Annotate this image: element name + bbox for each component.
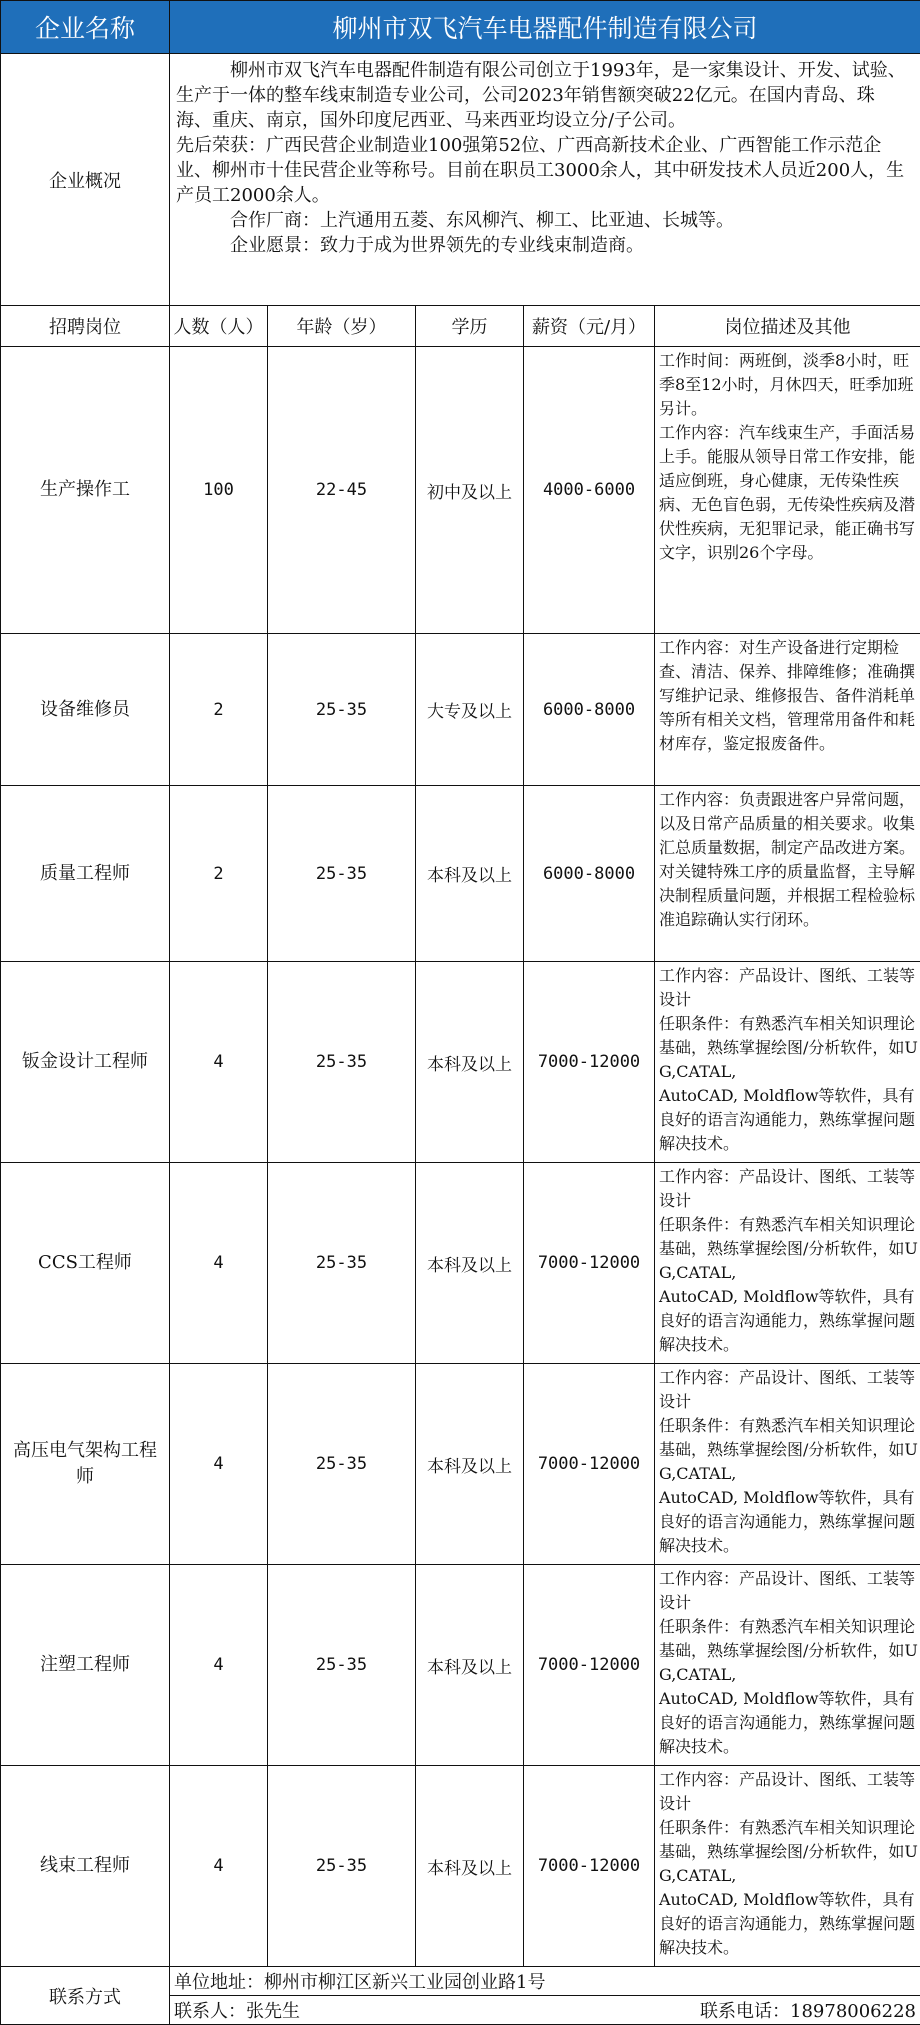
- job-title: 注塑工程师: [1, 1565, 170, 1766]
- overview-partners: 合作厂商：上汽通用五菱、东风柳汽、柳工、比亚迪、长城等。: [176, 208, 910, 233]
- job-age: 25-35: [268, 962, 416, 1163]
- company-name: 柳州市双飞汽车电器配件制造有限公司: [170, 1, 920, 54]
- job-description: 工作内容：产品设计、图纸、工装等设计 任职条件：有熟悉汽车相关知识理论基础，熟练掌握绘图/分析软件，如UG,CATAL, AutoCAD, Moldflow等软件，具有良好的语言沟通能力，熟练掌握问题解决技术。: [655, 1364, 920, 1565]
- job-count: 2: [170, 786, 268, 962]
- job-education: 大专及以上: [416, 634, 524, 786]
- job-salary: 7000-12000: [524, 1364, 655, 1565]
- contact-split: [174, 1997, 916, 2023]
- job-description: 工作内容：产品设计、图纸、工装等设计 任职条件：有熟悉汽车相关知识理论基础，熟练掌握绘图/分析软件，如UG,CATAL, AutoCAD, Moldflow等软件，具有良好的语言沟通能力，熟练掌握问题解决技术。: [655, 962, 920, 1163]
- job-education: 本科及以上: [416, 1766, 524, 1967]
- col-salary: 薪资（元/月）: [524, 306, 655, 347]
- job-row: [1, 786, 920, 962]
- job-education: 初中及以上: [416, 347, 524, 634]
- job-row: [1, 1565, 920, 1766]
- job-age: 22-45: [268, 347, 416, 634]
- job-description: 工作内容：产品设计、图纸、工装等设计 任职条件：有熟悉汽车相关知识理论基础，熟练掌握绘图/分析软件，如UG,CATAL, AutoCAD, Moldflow等软件，具有良好的语言沟通能力，熟练掌握问题解决技术。: [655, 1565, 920, 1766]
- job-count: 100: [170, 347, 268, 634]
- job-salary: 7000-12000: [524, 1766, 655, 1967]
- job-count: 4: [170, 1565, 268, 1766]
- job-age: 25-35: [268, 1565, 416, 1766]
- job-description: 工作内容：产品设计、图纸、工装等设计 任职条件：有熟悉汽车相关知识理论基础，熟练掌握绘图/分析软件，如UG,CATAL, AutoCAD, Moldflow等软件，具有良好的语言沟通能力，熟练掌握问题解决技术。: [655, 1163, 920, 1364]
- job-salary: 7000-12000: [524, 962, 655, 1163]
- job-description: 工作内容：对生产设备进行定期检查、清洁、保养、排障维修；准确撰写维护记录、维修报告、备件消耗单等所有相关文档，管理常用备件和耗材库存，鉴定报废备件。: [655, 634, 920, 786]
- job-count: 4: [170, 1766, 268, 1967]
- job-title: CCS工程师: [1, 1163, 170, 1364]
- col-count: 人数（人）: [170, 306, 268, 347]
- overview-text: [170, 54, 920, 306]
- column-header-row: [1, 306, 920, 347]
- company-name-label: 企业名称: [1, 1, 170, 54]
- job-row: [1, 1364, 920, 1565]
- job-count: 2: [170, 634, 268, 786]
- job-count: 4: [170, 1163, 268, 1364]
- overview-row: [1, 54, 920, 306]
- job-age: 25-35: [268, 1364, 416, 1565]
- contact-person-phone: [170, 1996, 920, 2025]
- job-title: 线束工程师: [1, 1766, 170, 1967]
- overview-intro: 柳州市双飞汽车电器配件制造有限公司创立于1993年，是一家集设计、开发、试验、生产于一体的整车线束制造专业公司，公司2023年销售额突破22亿元。在国内青岛、珠海、重庆、南京，国外印度尼西亚、马来西亚均设立分/子公司。: [176, 58, 910, 133]
- job-title: 钣金设计工程师: [1, 962, 170, 1163]
- job-description: 工作时间：两班倒，淡季8小时，旺季8至12小时，月休四天，旺季加班另计。 工作内容：汽车线束生产，手面活易上手。能服从领导日常工作安排，能适应倒班，身心健康，无传染性疾病、无色盲色弱，无传染性疾病及潜伏性疾病，无犯罪记录，能正确书写文字，识别26个字母。: [655, 347, 920, 634]
- job-salary: 4000-6000: [524, 347, 655, 634]
- job-education: 本科及以上: [416, 786, 524, 962]
- contact-row-address: [1, 1967, 920, 1996]
- overview-vision: 企业愿景：致力于成为世界领先的专业线束制造商。: [176, 233, 910, 258]
- job-age: 25-35: [268, 634, 416, 786]
- job-education: 本科及以上: [416, 962, 524, 1163]
- job-row: [1, 634, 920, 786]
- job-description: 工作内容：产品设计、图纸、工装等设计 任职条件：有熟悉汽车相关知识理论基础，熟练掌握绘图/分析软件，如UG,CATAL, AutoCAD, Moldflow等软件，具有良好的语言沟通能力，熟练掌握问题解决技术。: [655, 1766, 920, 1967]
- job-count: 4: [170, 962, 268, 1163]
- job-salary: 7000-12000: [524, 1565, 655, 1766]
- job-row: [1, 1766, 920, 1967]
- contact-label: 联系方式: [1, 1967, 170, 2025]
- job-education: 本科及以上: [416, 1163, 524, 1364]
- col-age: 年龄（岁）: [268, 306, 416, 347]
- job-title: 生产操作工: [1, 347, 170, 634]
- contact-person: 联系人：张先生: [174, 1997, 300, 2023]
- job-salary: 7000-12000: [524, 1163, 655, 1364]
- header-row: [1, 1, 920, 54]
- job-row: [1, 962, 920, 1163]
- job-age: 25-35: [268, 1766, 416, 1967]
- job-education: 本科及以上: [416, 1565, 524, 1766]
- contact-phone: 联系电话：18978006228: [700, 1997, 916, 2023]
- job-title: 质量工程师: [1, 786, 170, 962]
- col-position: 招聘岗位: [1, 306, 170, 347]
- job-age: 25-35: [268, 1163, 416, 1364]
- job-count: 4: [170, 1364, 268, 1565]
- col-education: 学历: [416, 306, 524, 347]
- job-education: 本科及以上: [416, 1364, 524, 1565]
- job-description: 工作内容：负责跟进客户异常问题，以及日常产品质量的相关要求。收集汇总质量数据，制定产品改进方案。对关键特殊工序的质量监督，主导解决制程质量问题，并根据工程检验标准追踪确认实行闭环。: [655, 786, 920, 962]
- job-row: [1, 347, 920, 634]
- col-description: 岗位描述及其他: [655, 306, 920, 347]
- contact-address: 单位地址：柳州市柳江区新兴工业园创业路1号: [170, 1967, 920, 1996]
- overview-label: 企业概况: [1, 54, 170, 306]
- job-title: 高压电气架构工程师: [1, 1364, 170, 1565]
- overview-honors: 先后荣获：广西民营企业制造业100强第52位、广西高新技术企业、广西智能工作示范企业、柳州市十佳民营企业等称号。目前在职员工3000余人，其中研发技术人员近200人，生产员工2000余人。: [176, 133, 910, 208]
- job-salary: 6000-8000: [524, 786, 655, 962]
- job-row: [1, 1163, 920, 1364]
- job-age: 25-35: [268, 786, 416, 962]
- job-salary: 6000-8000: [524, 634, 655, 786]
- job-title: 设备维修员: [1, 634, 170, 786]
